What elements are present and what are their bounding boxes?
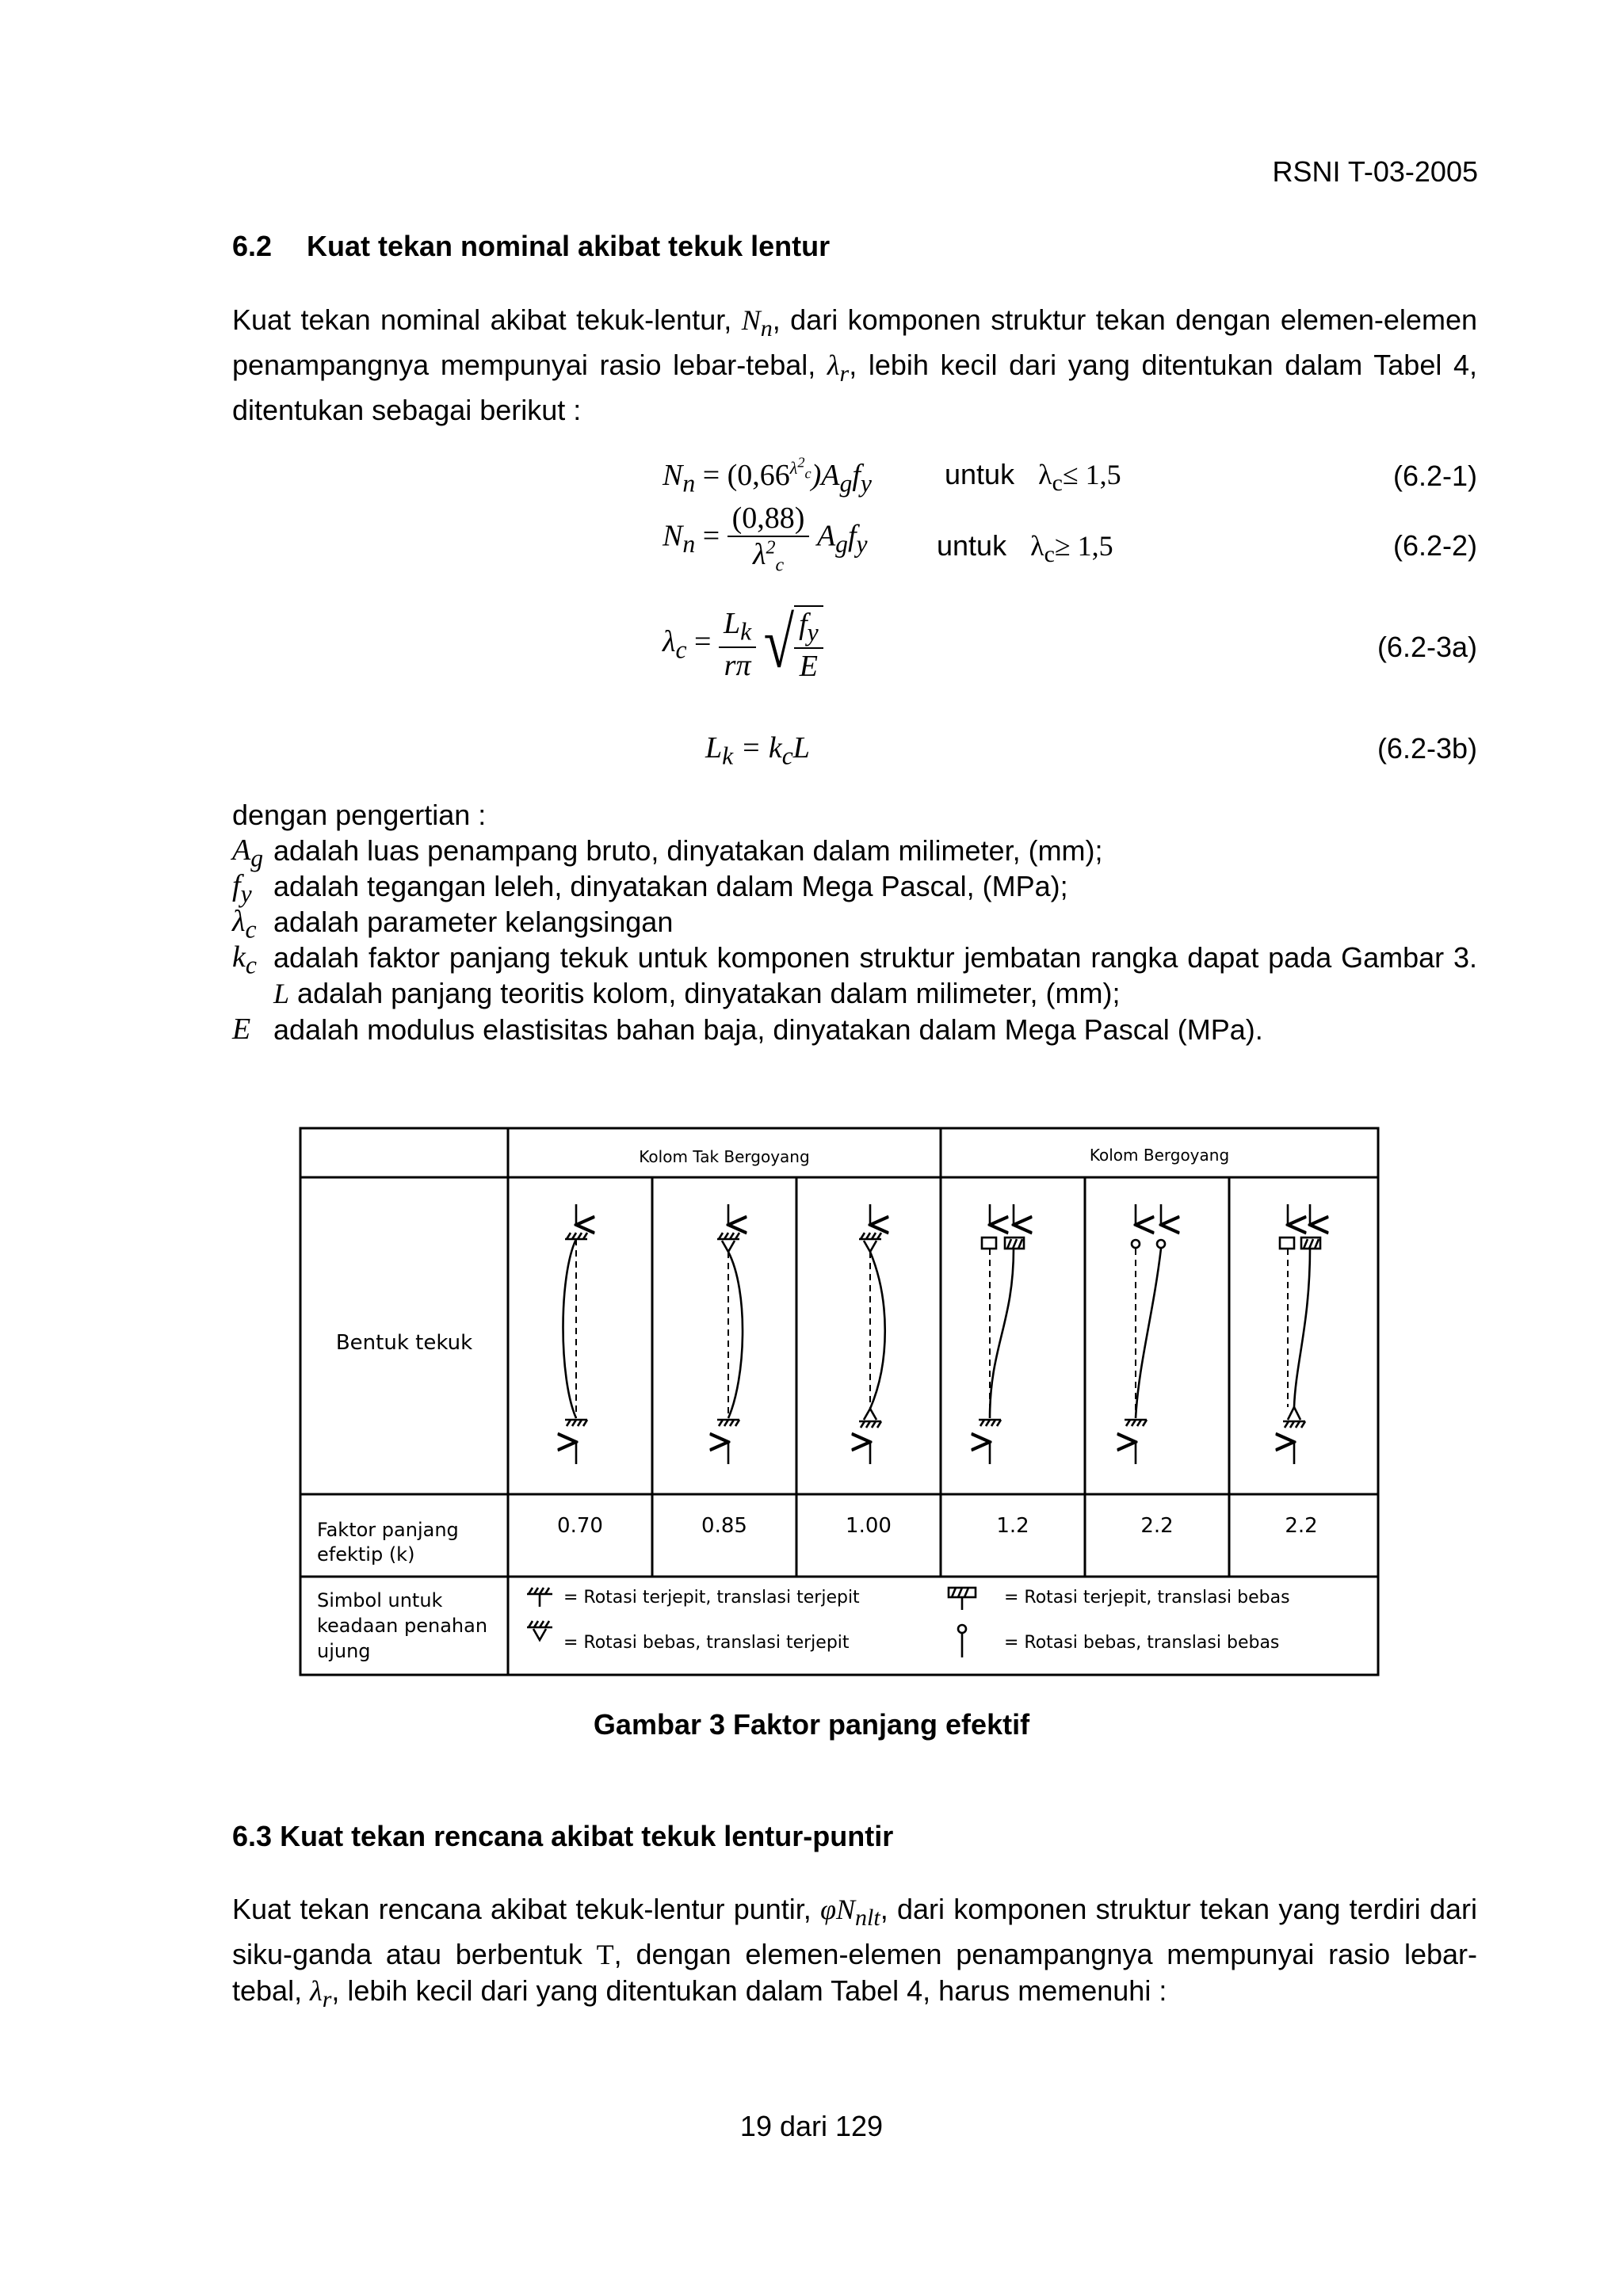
row-label-factor-1: Faktor panjang xyxy=(317,1519,459,1541)
definition-symbol: $A_g$ xyxy=(232,833,264,872)
document-code: RSNI T-03-2005 xyxy=(1272,155,1478,188)
section-6-2-heading xyxy=(232,230,830,263)
equation-6-2-3a: $\lambda_c$ = $\frac{L_k}{r\pi}$ √ $\frac{f_y}{E}$ xyxy=(663,605,823,684)
buckling-shape-pinned-fixed xyxy=(717,1204,743,1464)
row-label-symbol-3: ujung xyxy=(317,1640,371,1662)
section-6-2-intro xyxy=(232,302,1477,429)
definition-lambda-c: $\lambda_c$ adalah parameter kelangsingan xyxy=(232,904,1477,940)
figure-caption: Gambar 3 Faktor panjang efektif xyxy=(593,1708,1030,1741)
buckling-shape-sway-free-top xyxy=(1125,1204,1165,1464)
symbol-lambda-r: $\lambda_r$ xyxy=(827,349,850,387)
buckling-shape-sway-fixed xyxy=(979,1204,1024,1464)
section-number: 6.2 xyxy=(232,230,273,262)
definition-symbol: $f_y$ xyxy=(232,869,252,908)
definition-ag: $A_g$ adalah luas penampang bruto, dinyatakan dalam milimeter, (mm); xyxy=(232,833,1477,868)
buckling-shape-sway-pinned-base xyxy=(1280,1204,1320,1464)
row-label-symbol-1: Simbol untuk xyxy=(317,1589,443,1611)
legend-item-4: = Rotasi bebas, translasi bebas xyxy=(1004,1633,1280,1653)
square-root-sign: √ xyxy=(763,604,795,684)
intro-text-a: Kuat tekan nominal akibat tekuk-lentur, xyxy=(232,303,732,336)
equation-number: (6.2-3a) xyxy=(1377,631,1477,663)
symbol-phi-nnlt: $\varphi N_{nlt}$ xyxy=(820,1894,880,1932)
legend-item-2: = Rotasi bebas, translasi terjepit xyxy=(563,1633,850,1653)
section-6-3-paragraph: Kuat tekan rencana akibat tekuk-lentur puntir, $\varphi N_{nlt}$, dari komponen struktur tekan yang terdiri dari siku-ganda atau berbentuk T, dengan elemen-elemen penampangnya mempunyai rasio lebar-tebal, $\lambda_r$, lebih kecil dari yang ditentukan dalam Tabel 4, harus memenuhi : xyxy=(232,1893,1477,2013)
section-6-3-heading xyxy=(232,1820,893,1853)
buckling-shape-fixed-fixed xyxy=(563,1204,588,1464)
definition-e: E adalah modulus elastisitas bahan baja, dinyatakan dalam Mega Pascal (MPa). xyxy=(232,1013,1263,1046)
symbol-lambda-r: $\lambda_r$ xyxy=(310,1975,332,2013)
factor-cell-6: 2.2 xyxy=(1285,1514,1318,1538)
free-free-support-icon xyxy=(958,1625,966,1657)
equation-number: (6.2-1) xyxy=(1392,460,1477,492)
section-title: Kuat tekan rencana akibat tekuk lentur-puntir xyxy=(280,1820,894,1852)
factor-cell-3: 1.00 xyxy=(846,1514,892,1538)
group-header-right: Kolom Bergoyang xyxy=(1089,1146,1230,1165)
intro-text-b: , dari komponen struktur tekan dengan elemen-elemen penampangnya mempunyai rasio lebar-tebal, xyxy=(232,303,1477,382)
equation-number: (6.2-3b) xyxy=(1377,732,1477,765)
factor-cell-4: 1.2 xyxy=(996,1514,1029,1538)
fixed-fixed-support-icon xyxy=(527,1588,552,1607)
intro-text-c: , lebih kecil dari yang ditentukan dalam Tabel 4, ditentukan sebagai berikut : xyxy=(232,349,1477,427)
definition-symbol: $k_c$ xyxy=(232,940,257,979)
equation-6-2-1: $N_n = (0,66^{\lambda^2_c})A_gf_y$ xyxy=(663,455,872,498)
equation-6-2-1-condition: untuk $\lambda_c\le 1,5$ xyxy=(945,458,1121,497)
root-fraction: $\frac{f_y}{E}$ xyxy=(794,605,823,684)
symbol-t: T xyxy=(596,1939,614,1971)
page-footer xyxy=(0,2110,1623,2143)
equation-6-2-2: $N_n$ = $\frac{(0,88)}{\lambda^2_c}$ $A_gf_y$ xyxy=(663,502,868,576)
fraction: $\frac{L_k}{r\pi}$ xyxy=(719,606,756,683)
page-number: 19 xyxy=(739,2110,772,2142)
row-label-symbol-2: keadaan penahan xyxy=(317,1615,488,1637)
definition-symbol: E xyxy=(232,1013,251,1046)
buckling-shape-pinned-pinned xyxy=(859,1204,885,1464)
equation-6-2-3b: $L_k = k_cL$ xyxy=(705,731,810,770)
factor-cell-1: 0.70 xyxy=(557,1514,603,1538)
legend-item-1: = Rotasi terjepit, translasi terjepit xyxy=(563,1588,860,1608)
definition-fy: $f_y$ adalah tegangan leleh, dinyatakan dalam Mega Pascal, (MPa); xyxy=(232,868,1477,904)
factor-cell-5: 2.2 xyxy=(1140,1514,1174,1538)
effective-length-figure xyxy=(297,1125,1383,1680)
pinned-support-icon xyxy=(527,1621,552,1640)
fraction: $\frac{(0,88)}{\lambda^2_c}$ xyxy=(727,501,810,577)
group-header-left: Kolom Tak Bergoyang xyxy=(639,1147,810,1166)
section-number: 6.3 xyxy=(232,1820,273,1852)
row-label-shape: Bentuk tekuk xyxy=(335,1331,473,1355)
section-title: Kuat tekan nominal akibat tekuk lentur xyxy=(307,230,831,262)
equation-6-2-2-condition: untuk $\lambda_c\ge 1,5$ xyxy=(937,529,1113,568)
definition-symbol: $\lambda_c$ xyxy=(232,905,257,944)
definitions-heading: dengan pengertian : xyxy=(232,799,487,831)
symbol-nn: $N_n$ xyxy=(741,304,773,342)
legend-item-3: = Rotasi terjepit, translasi bebas xyxy=(1004,1588,1290,1608)
factor-cell-2: 0.85 xyxy=(701,1514,747,1538)
definitions-block xyxy=(232,797,1477,1047)
definition-kc: $k_c$ adalah faktor panjang tekuk untuk komponen struktur jembatan rangka dapat pada Gambar 3. L adalah panjang teoritis kolom, dinyatakan dalam milimeter, (mm); xyxy=(232,940,1477,1009)
fixed-free-support-icon xyxy=(949,1588,976,1610)
page-total: dari 129 xyxy=(771,2110,884,2142)
equation-number: (6.2-2) xyxy=(1392,529,1477,562)
row-label-factor-2: efektip (k) xyxy=(317,1543,415,1566)
